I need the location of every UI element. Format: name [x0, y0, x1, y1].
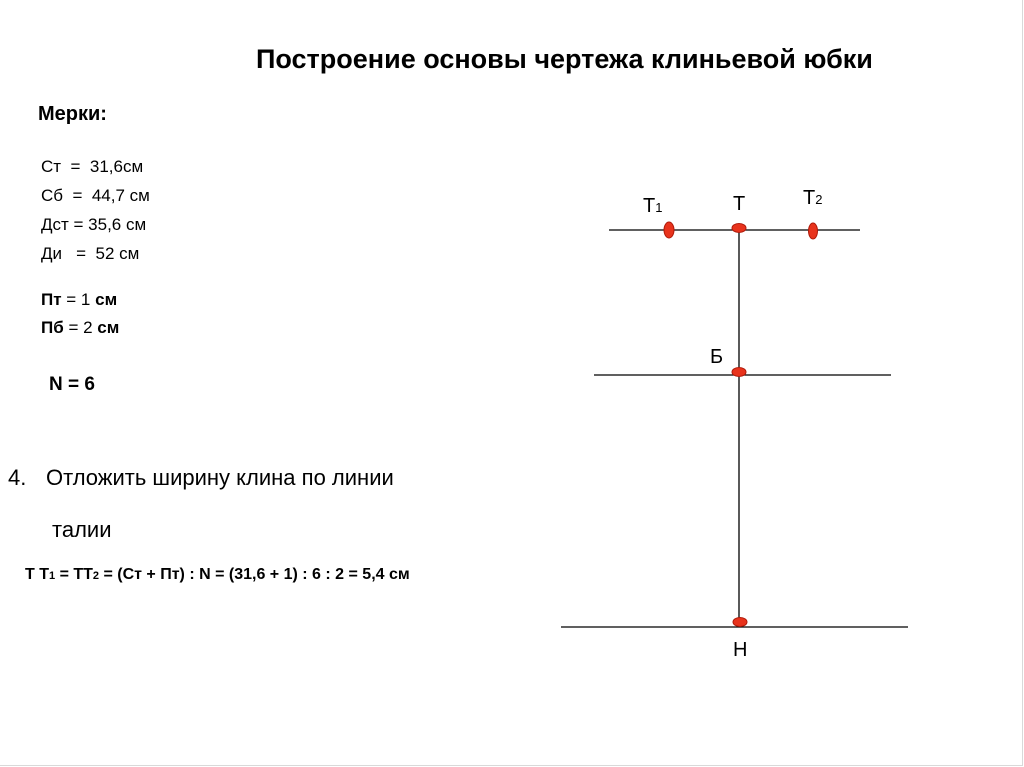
formula-part3: = (Ст + Пт) : N = (31,6 + 1) : 6 : 2 = 5,4 см [99, 566, 410, 583]
point-t [732, 224, 746, 233]
point-t1 [664, 222, 674, 238]
allowance-hip-unit: см [97, 318, 120, 337]
label-b: Б [710, 346, 724, 368]
label-h: Н [733, 639, 748, 661]
page-title: Построение основы чертежа клиньевой юбки [256, 44, 873, 74]
point-h [733, 618, 747, 627]
formula-part2: = ТТ [55, 566, 93, 583]
measure-skirt-length: Ди = 52 см [41, 244, 140, 263]
panel-count: N = 6 [49, 374, 95, 395]
allowance-waist-value: = 1 [61, 290, 96, 309]
label-t: Т [733, 193, 746, 215]
label-t2: Т2 [803, 187, 823, 209]
measures-heading: Мерки: [38, 103, 107, 125]
allowance-hip-value: = 2 [63, 318, 98, 337]
step-number: 4. [8, 465, 27, 490]
step-text-line2: талии [52, 517, 112, 542]
point-b [732, 368, 746, 377]
measure-waist-length: Дст = 35,6 см [41, 215, 147, 234]
measure-hip: Сб = 44,7 см [41, 186, 150, 205]
formula-sub2: 2 [92, 570, 100, 582]
allowance-waist-unit: см [95, 290, 118, 309]
measure-waist: Ст = 31,6см [41, 157, 144, 176]
allowance-waist-name: Пт [41, 290, 62, 309]
step-text-line1: Отложить ширину клина по линии [46, 465, 394, 490]
allowance-hip-name: Пб [41, 318, 64, 337]
formula-sub1: 1 [49, 570, 56, 582]
label-t1: Т1 [643, 195, 663, 217]
formula-part1: Т Т [25, 566, 49, 583]
point-t2 [809, 223, 818, 239]
